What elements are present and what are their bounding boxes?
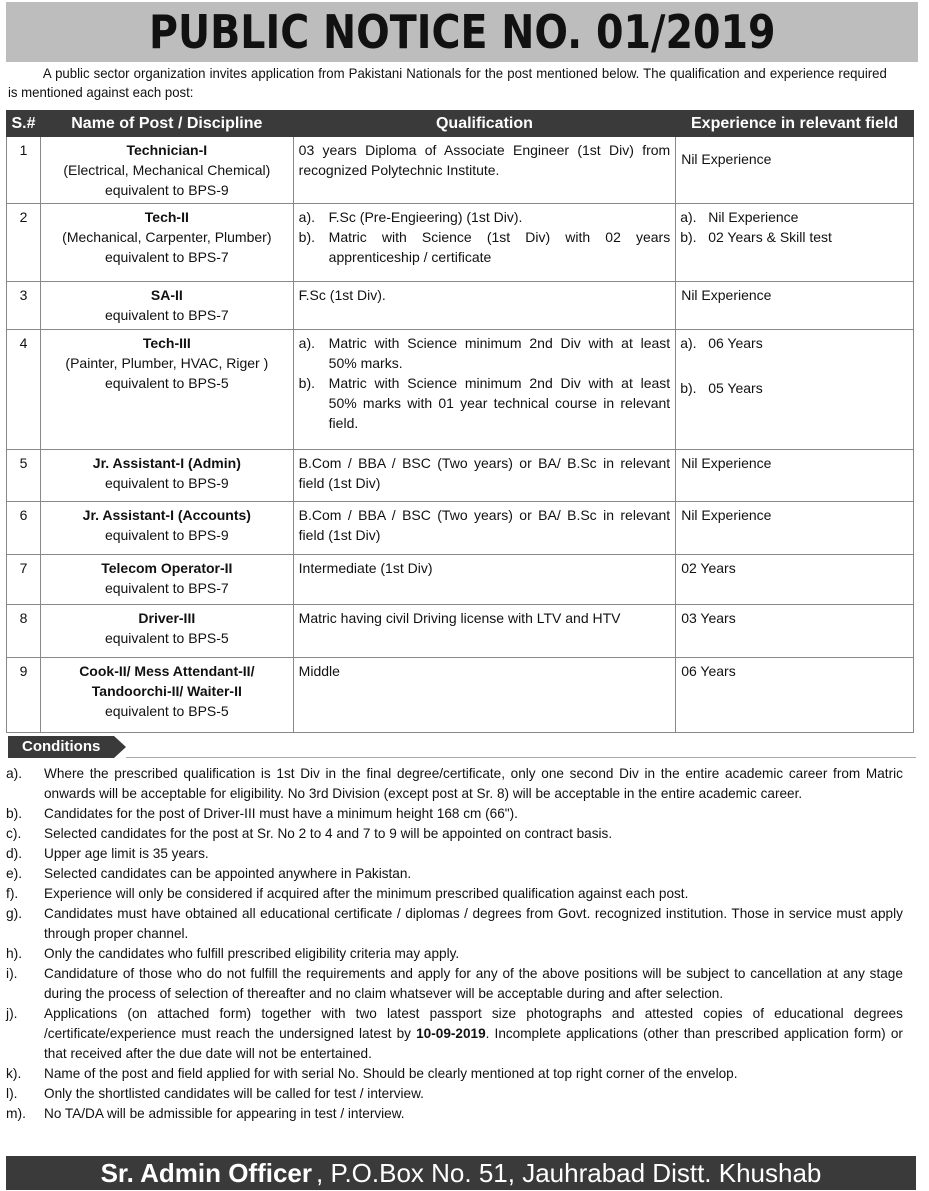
qualification-text: F.Sc (Pre-Engieering) (1st Div). bbox=[328, 209, 523, 225]
condition-text: Upper age limit is 35 years. bbox=[44, 846, 209, 861]
experience-item bbox=[680, 333, 908, 353]
footer-address: , P.O.Box No. 51, Jauhrabad Distt. Khushab bbox=[316, 1157, 822, 1188]
row-qualification bbox=[293, 282, 676, 330]
post-name: Technician-I bbox=[126, 142, 208, 158]
experience-item bbox=[681, 558, 908, 578]
due-date: 10-09-2019 bbox=[416, 1026, 486, 1041]
condition-item bbox=[6, 1104, 916, 1124]
post-bps: equivalent to BPS-9 bbox=[104, 475, 229, 491]
qualification-item bbox=[299, 227, 671, 267]
page-title: PUBLIC NOTICE NO. 01/2019 bbox=[148, 5, 776, 59]
conditions-heading: Conditions bbox=[8, 736, 114, 758]
header-qualification: Qualification bbox=[293, 111, 676, 137]
experience-text: 02 Years & Skill test bbox=[708, 229, 832, 245]
experience-item bbox=[680, 227, 908, 247]
condition-label: c). bbox=[6, 826, 22, 841]
row-post bbox=[40, 605, 293, 658]
row-sno: 9 bbox=[7, 658, 41, 733]
row-post bbox=[40, 658, 293, 733]
row-qualification bbox=[293, 502, 676, 555]
experience-text: 03 Years bbox=[681, 610, 736, 626]
row-experience bbox=[676, 137, 914, 204]
post-bps: equivalent to BPS-9 bbox=[104, 182, 229, 198]
qualification-text: 03 years Diploma of Associate Engineer (1st Div) from recognized Polytechnic Institute. bbox=[298, 142, 671, 178]
condition-label: i). bbox=[6, 966, 18, 981]
post-bps: equivalent to BPS-5 bbox=[104, 375, 229, 391]
experience-text: Nil Experience bbox=[681, 151, 772, 167]
footer-officer: Sr. Admin Officer bbox=[100, 1157, 313, 1188]
condition-text: Name of the post and field applied for with serial No. Should be clearly mentioned at top right corner of the envelop. bbox=[44, 1066, 738, 1081]
experience-text: Nil Experience bbox=[681, 287, 772, 303]
row-sno: 4 bbox=[7, 330, 41, 450]
post-detail: (Painter, Plumber, HVAC, Riger ) bbox=[65, 355, 269, 371]
row-post bbox=[40, 204, 293, 282]
post-name: Tech-III bbox=[142, 335, 191, 351]
condition-text bbox=[44, 1004, 903, 1064]
condition-text: Where the prescribed qualification is 1st Div in the final degree/certificate, only one second Div in the entire academic career from Matric onwards will be acceptable for eligibility. No 3rd Division (except post at Sr. 8) will be acceptable in the entire academic career. bbox=[44, 766, 903, 801]
condition-item bbox=[6, 944, 916, 964]
header-sno: S.# bbox=[7, 111, 41, 137]
row-post bbox=[40, 502, 293, 555]
experience-item bbox=[681, 285, 908, 305]
table-row bbox=[7, 605, 914, 658]
condition-text: Only the candidates who fulfill prescribed eligibility criteria may apply. bbox=[44, 946, 460, 961]
row-qualification bbox=[293, 204, 676, 282]
qualification-item bbox=[299, 207, 671, 227]
experience-item bbox=[681, 505, 908, 525]
row-experience bbox=[676, 204, 914, 282]
row-experience bbox=[676, 282, 914, 330]
qualification-label: a). bbox=[298, 209, 316, 225]
row-qualification bbox=[293, 330, 676, 450]
qualification-text: Matric with Science minimum 2nd Div with at least 50% marks with 01 year technical course in relevant field. bbox=[328, 375, 671, 431]
row-post bbox=[40, 555, 293, 605]
table-row bbox=[7, 330, 914, 450]
post-name: Driver-III bbox=[138, 610, 196, 626]
table-row bbox=[7, 204, 914, 282]
qualification-text: Intermediate (1st Div) bbox=[298, 560, 433, 576]
condition-item bbox=[6, 1004, 916, 1064]
condition-item bbox=[6, 904, 916, 944]
condition-label: g). bbox=[6, 906, 23, 921]
qualification-text: Matric with Science (1st Div) with 02 years apprenticeship / certificate bbox=[328, 229, 671, 265]
experience-text: Nil Experience bbox=[681, 507, 772, 523]
row-sno: 2 bbox=[7, 204, 41, 282]
condition-label: h). bbox=[6, 946, 23, 961]
qualification-text: B.Com / BBA / BSC (Two years) or BA/ B.Sc in relevant field (1st Div) bbox=[298, 455, 671, 491]
table-row bbox=[7, 658, 914, 733]
condition-label: d). bbox=[6, 846, 23, 861]
condition-item bbox=[6, 804, 916, 824]
table-header-row bbox=[7, 111, 914, 137]
footer-bar bbox=[6, 1156, 916, 1190]
row-qualification bbox=[293, 658, 676, 733]
post-bps: equivalent to BPS-7 bbox=[104, 580, 229, 596]
post-name: Jr. Assistant-I (Admin) bbox=[92, 455, 241, 471]
row-sno: 1 bbox=[7, 137, 41, 204]
post-bps: equivalent to BPS-5 bbox=[104, 703, 229, 719]
notice-title-bar bbox=[6, 2, 918, 62]
post-name: Tech-II bbox=[144, 209, 189, 225]
experience-item bbox=[681, 453, 908, 473]
row-experience bbox=[676, 658, 914, 733]
experience-item bbox=[681, 608, 908, 628]
header-post: Name of Post / Discipline bbox=[40, 111, 293, 137]
row-sno: 7 bbox=[7, 555, 41, 605]
experience-item bbox=[680, 378, 908, 398]
row-experience bbox=[676, 502, 914, 555]
condition-text: Experience will only be considered if acquired after the minimum prescribed qualification against each post. bbox=[44, 886, 689, 901]
qualification-text: Middle bbox=[298, 663, 340, 679]
condition-item bbox=[6, 1064, 916, 1084]
condition-label: b). bbox=[6, 806, 23, 821]
qualification-item bbox=[299, 558, 671, 578]
qualification-item bbox=[299, 661, 671, 681]
table-row bbox=[7, 450, 914, 502]
qualification-item bbox=[299, 333, 671, 373]
condition-item bbox=[6, 844, 916, 864]
experience-label: a). bbox=[680, 335, 697, 351]
condition-item bbox=[6, 884, 916, 904]
row-experience bbox=[676, 330, 914, 450]
condition-label: j). bbox=[6, 1006, 18, 1021]
condition-text: Only the shortlisted candidates will be called for test / interview. bbox=[44, 1086, 424, 1101]
experience-label: b). bbox=[680, 380, 697, 396]
post-bps: equivalent to BPS-7 bbox=[104, 307, 229, 323]
table-row bbox=[7, 137, 914, 204]
qualification-text: F.Sc (1st Div). bbox=[298, 287, 386, 303]
posts-table bbox=[6, 110, 914, 733]
condition-label: e). bbox=[6, 866, 23, 881]
condition-text: No TA/DA will be admissible for appearing in test / interview. bbox=[44, 1106, 405, 1121]
condition-item bbox=[6, 824, 916, 844]
experience-text: 02 Years bbox=[681, 560, 736, 576]
qualification-text: Matric with Science minimum 2nd Div with at least 50% marks. bbox=[328, 335, 671, 371]
row-sno: 8 bbox=[7, 605, 41, 658]
row-sno: 3 bbox=[7, 282, 41, 330]
qualification-text: Matric having civil Driving license with LTV and HTV bbox=[298, 610, 621, 626]
row-qualification bbox=[293, 555, 676, 605]
row-post bbox=[40, 137, 293, 204]
row-qualification bbox=[293, 450, 676, 502]
row-experience bbox=[676, 450, 914, 502]
post-bps: equivalent to BPS-9 bbox=[104, 527, 229, 543]
condition-item bbox=[6, 764, 916, 804]
table-row bbox=[7, 555, 914, 605]
post-name: Cook-II/ Mess Attendant-II/ Tandoorchi-II/ Waiter-II bbox=[79, 663, 255, 699]
conditions-list bbox=[6, 764, 916, 1124]
qualification-item bbox=[299, 608, 671, 628]
experience-text: 06 Years bbox=[708, 335, 763, 351]
row-qualification bbox=[293, 605, 676, 658]
condition-label: a). bbox=[6, 766, 23, 781]
post-name: SA-II bbox=[150, 287, 183, 303]
condition-text: Candidates must have obtained all educational certificate / diplomas / degrees from Govt. recognized institution. Those in service must apply through proper channel. bbox=[44, 906, 903, 941]
row-qualification bbox=[293, 137, 676, 204]
experience-item bbox=[680, 207, 908, 227]
experience-label: a). bbox=[680, 209, 697, 225]
condition-text: Selected candidates can be appointed anywhere in Pakistan. bbox=[44, 866, 412, 881]
condition-text-before: Applications (on attached form) together with two latest passport size photographs and attested copies of educational degrees /certificate/experience must reach the undersigned latest by bbox=[44, 1006, 903, 1041]
condition-label: k). bbox=[6, 1066, 22, 1081]
post-detail: (Electrical, Mechanical Chemical) bbox=[63, 162, 271, 178]
table-row bbox=[7, 502, 914, 555]
row-post bbox=[40, 330, 293, 450]
qualification-item bbox=[299, 373, 671, 433]
row-experience bbox=[676, 555, 914, 605]
qualification-label: b). bbox=[298, 375, 316, 391]
qualification-text: B.Com / BBA / BSC (Two years) or BA/ B.Sc in relevant field (1st Div) bbox=[298, 507, 671, 543]
qualification-label: b). bbox=[298, 229, 316, 245]
condition-label: f). bbox=[6, 886, 19, 901]
qualification-item bbox=[299, 505, 671, 545]
qualification-item bbox=[299, 285, 671, 305]
row-sno: 5 bbox=[7, 450, 41, 502]
experience-item bbox=[681, 149, 908, 169]
post-detail: (Mechanical, Carpenter, Plumber) bbox=[62, 229, 272, 245]
experience-text: Nil Experience bbox=[681, 455, 772, 471]
condition-item bbox=[6, 1084, 916, 1104]
intro-paragraph: A public sector organization invites application from Pakistani Nationals for the post mentioned below. The qualification and experience required is mentioned against each post: bbox=[8, 66, 887, 100]
post-bps: equivalent to BPS-5 bbox=[104, 630, 229, 646]
condition-item bbox=[6, 964, 916, 1004]
post-bps: equivalent to BPS-7 bbox=[104, 249, 229, 265]
row-post bbox=[40, 450, 293, 502]
condition-text: Candidates for the post of Driver-III must have a minimum height 168 cm (66"). bbox=[44, 806, 518, 821]
post-name: Telecom Operator-II bbox=[101, 560, 233, 576]
condition-label: m). bbox=[6, 1106, 26, 1121]
condition-text-after: . Incomplete applications (other than prescribed application form) or that received after the due date will not be entertained. bbox=[44, 1026, 903, 1061]
qualification-item bbox=[299, 140, 671, 180]
post-name: Jr. Assistant-I (Accounts) bbox=[82, 507, 251, 523]
condition-label: l). bbox=[6, 1086, 18, 1101]
qualification-label: a). bbox=[298, 335, 316, 351]
conditions-divider bbox=[126, 757, 916, 758]
experience-text: Nil Experience bbox=[708, 209, 799, 225]
condition-text: Selected candidates for the post at Sr. No 2 to 4 and 7 to 9 will be appointed on contract basis. bbox=[44, 826, 613, 841]
experience-item bbox=[681, 661, 908, 681]
row-sno: 6 bbox=[7, 502, 41, 555]
experience-label: b). bbox=[680, 229, 697, 245]
condition-text: Candidature of those who do not fulfill the requirements and apply for any of the above positions will be subject to cancellation at any stage during the process of selection of thereafter and no claim whatsever will be acceptable during and after selection. bbox=[44, 966, 903, 1001]
experience-text: 06 Years bbox=[681, 663, 736, 679]
condition-item bbox=[6, 864, 916, 884]
qualification-item bbox=[299, 453, 671, 493]
experience-text: 05 Years bbox=[708, 380, 763, 396]
header-experience: Experience in relevant field bbox=[676, 111, 914, 137]
row-experience bbox=[676, 605, 914, 658]
row-post bbox=[40, 282, 293, 330]
table-row bbox=[7, 282, 914, 330]
